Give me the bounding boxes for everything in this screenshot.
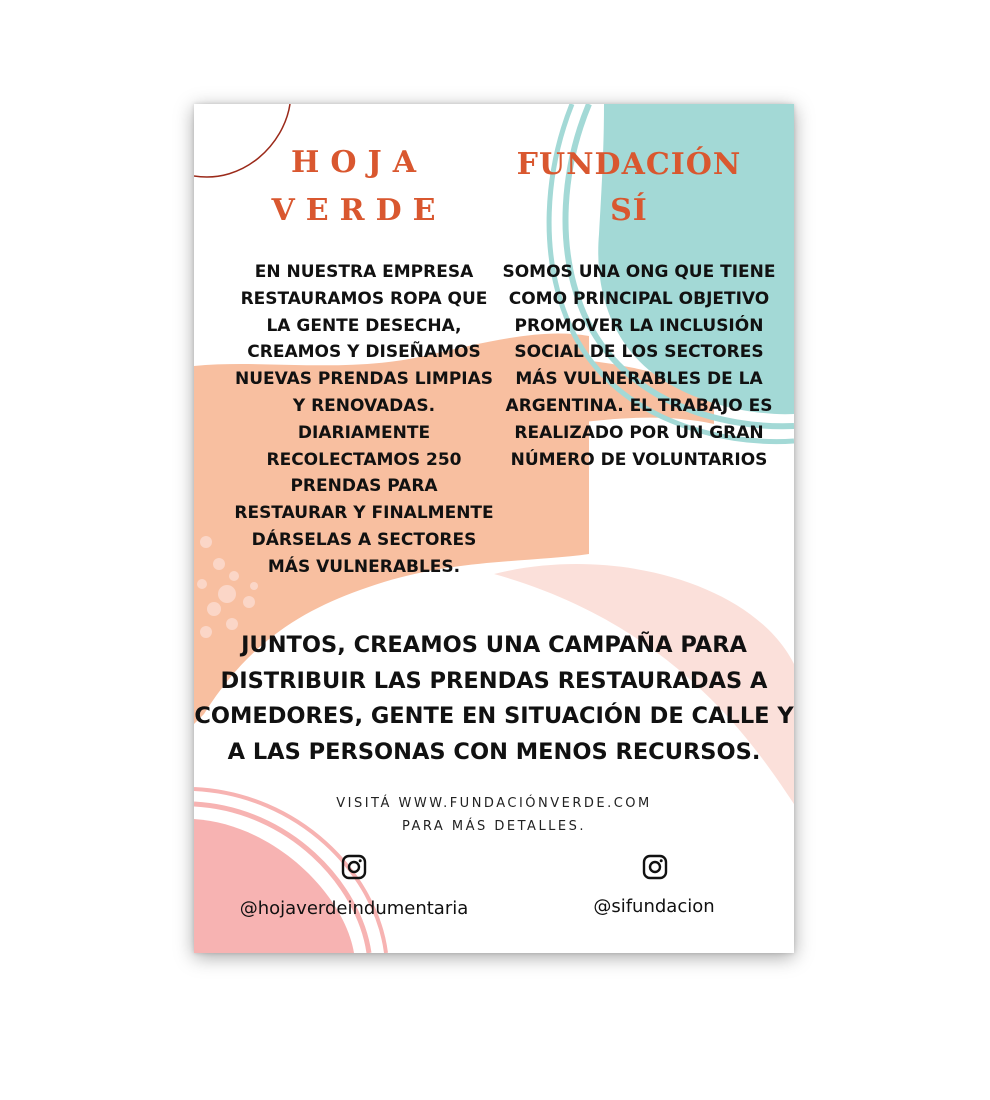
hoja-verde-description: EN NUESTRA EMPRESA RESTAURAMOS ROPA QUE LA GENTE DESECHA, CREAMOS Y DISEÑAMOS NUEVAS PRENDAS LIMPIAS Y RENOVADAS. DIARIAMENTE RECOLECTAMOS 250 PRENDAS PARA RESTAURAR Y FINALMENTE DÁRSELAS A SECTORES MÁS VULNERABLES.	[234, 262, 494, 577]
instagram-icon[interactable]	[341, 854, 367, 880]
fundacion-si-instagram-handle[interactable]: @sifundacion	[593, 896, 715, 917]
fundacion-si-description: SOMOS UNA ONG QUE TIENE COMO PRINCIPAL OBJETIVO PROMOVER LA INCLUSIÓN SOCIAL DE LOS SECTORES MÁS VULNERABLES DE LA ARGENTINA. EL TRABAJO ES REALIZADO POR UN GRAN NÚMERO DE VOLUNTARIOS	[502, 262, 776, 470]
joint-campaign-statement: JUNTOS, CREAMOS UNA CAMPAÑA PARA DISTRIBUIR LAS PRENDAS RESTAURADAS A COMEDORES, GENTE EN SITUACIÓN DE CALLE Y A LAS PERSONAS CON MENOS RECURSOS.	[194, 632, 794, 765]
visit-line-2: PARA MÁS DETALLES.	[401, 819, 587, 834]
fundacion-si-title: FUNDACIÓN SÍ	[516, 147, 742, 228]
instagram-icon[interactable]	[642, 854, 668, 880]
flyer	[194, 104, 794, 953]
hoja-verde-title: HOJA VERDE	[271, 145, 447, 228]
visit-website-text	[244, 792, 744, 838]
hoja-verde-instagram-handle[interactable]: @hojaverdeindumentaria	[239, 898, 469, 919]
visit-line-1: VISITÁ WWW.FUNDACIÓNVERDE.COM	[336, 796, 652, 811]
